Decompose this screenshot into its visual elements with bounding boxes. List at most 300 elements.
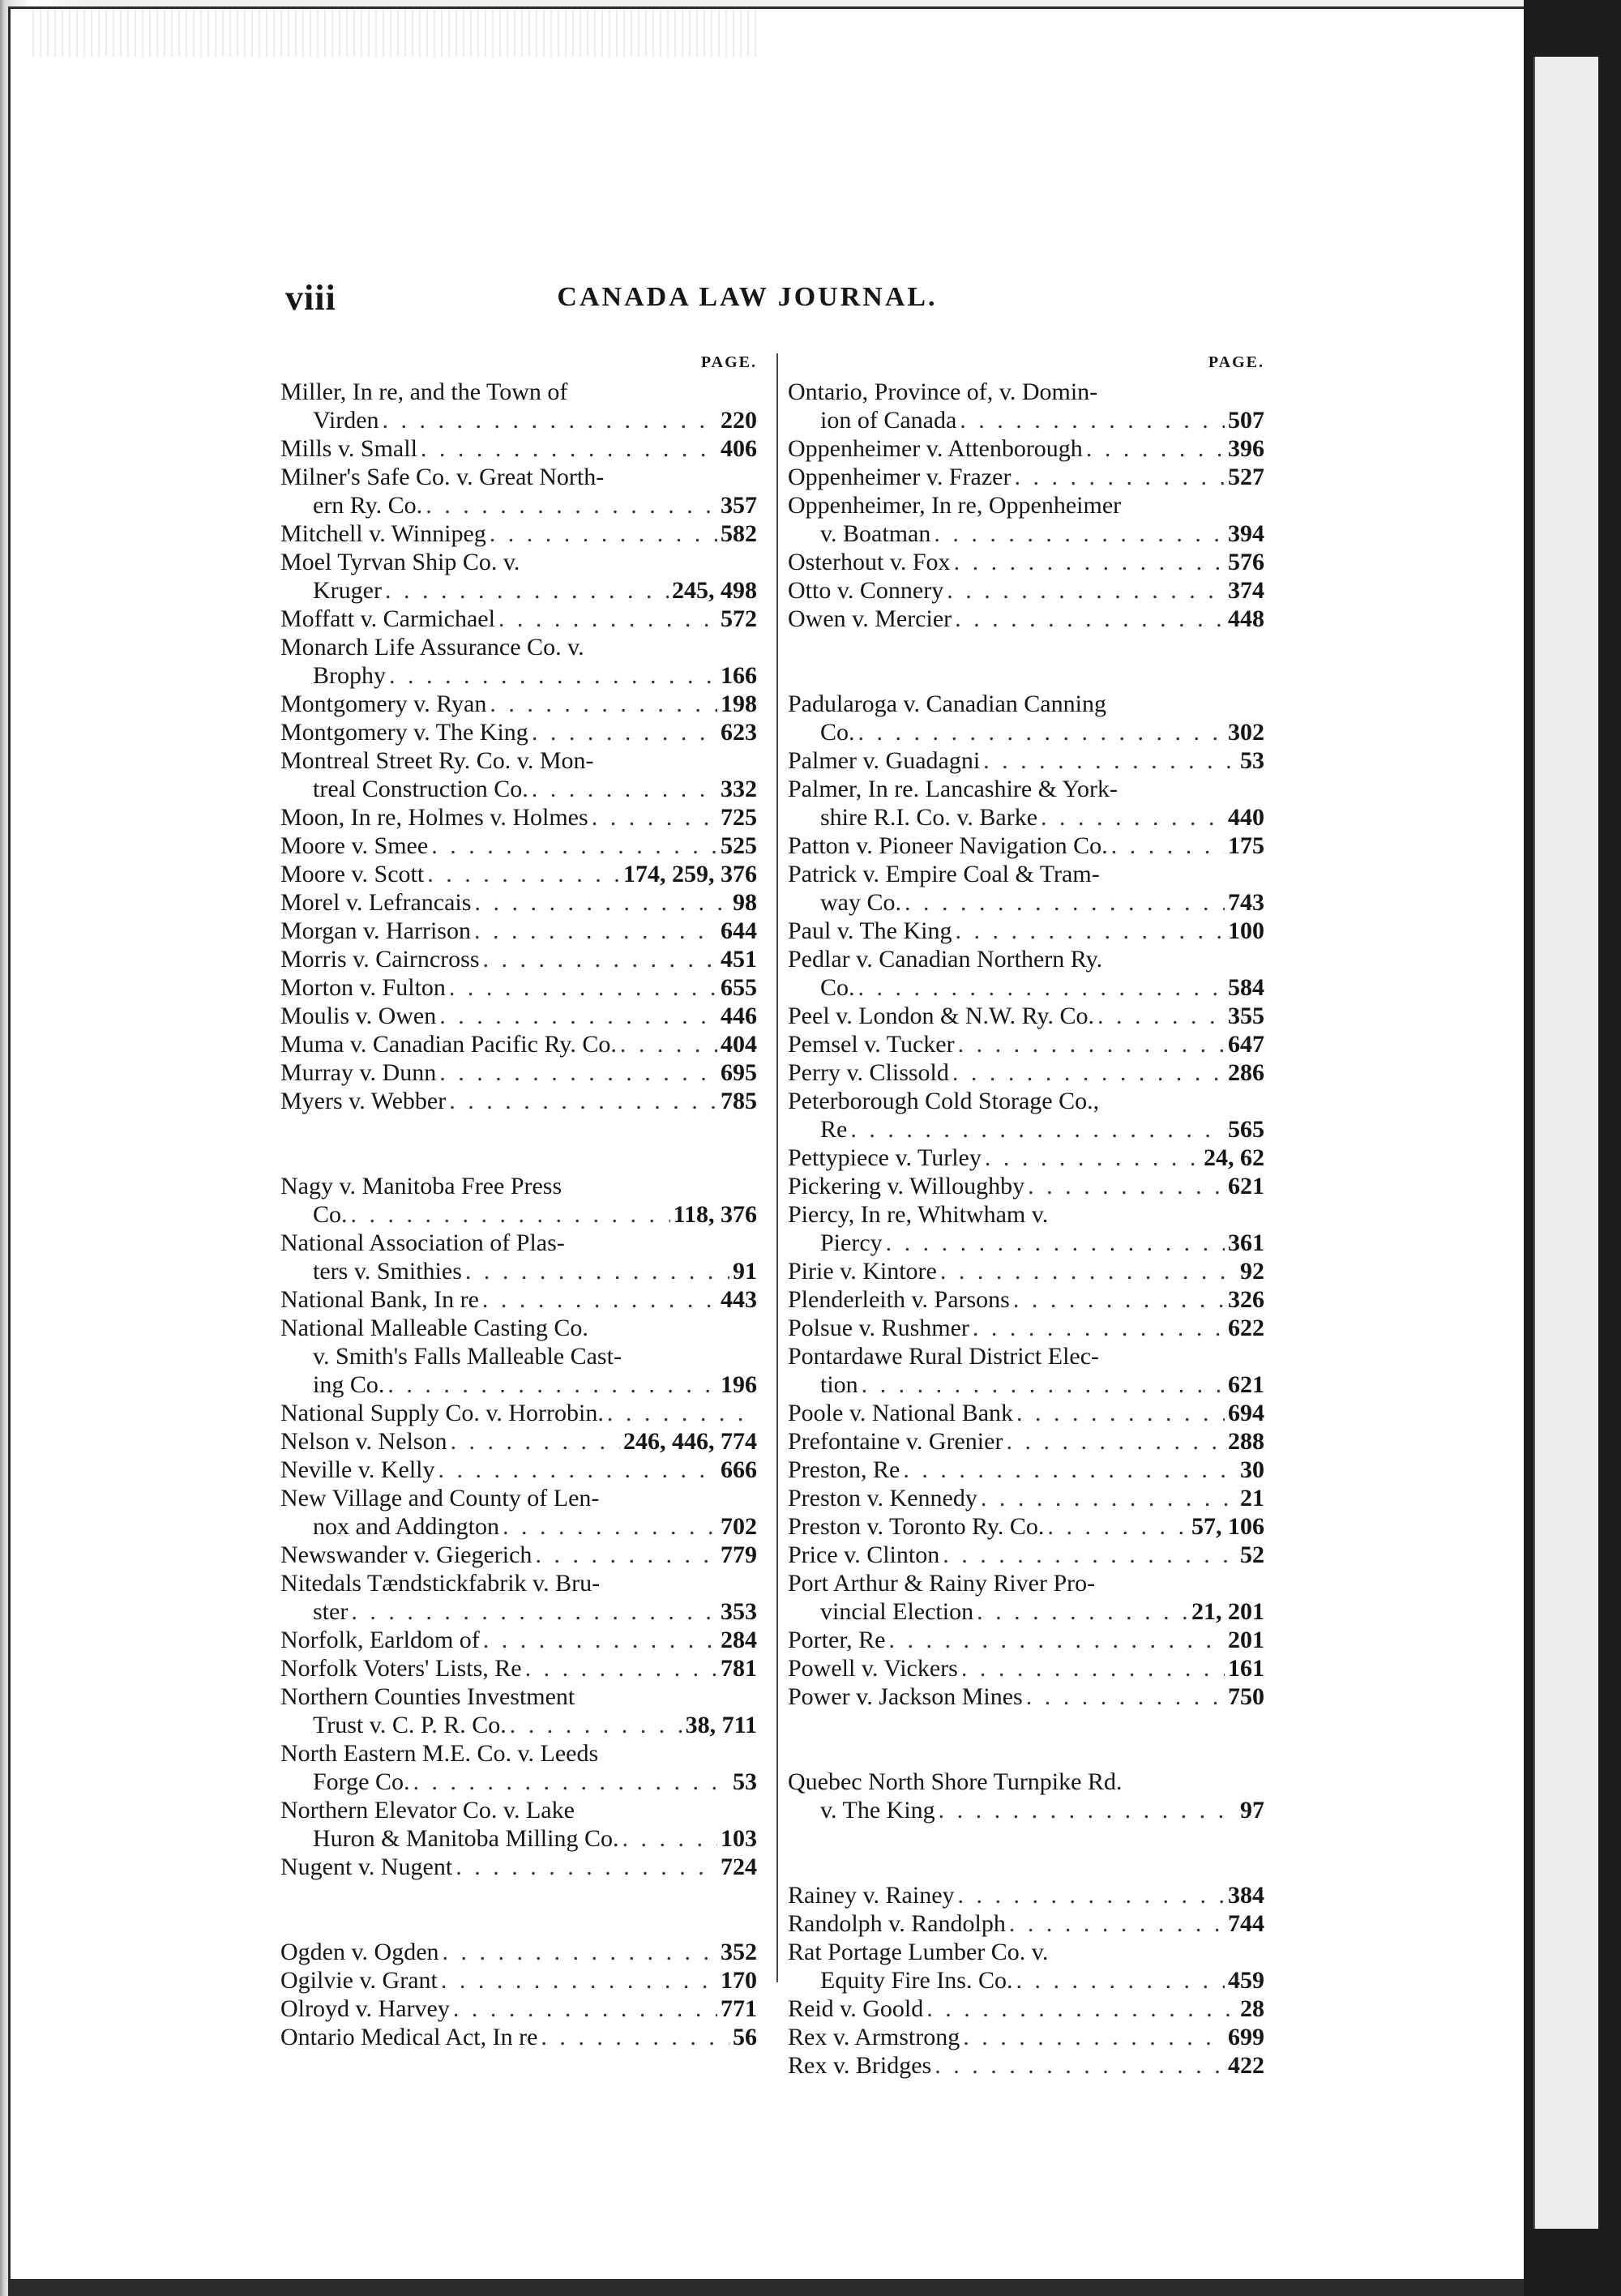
dot-leader: [532, 718, 717, 746]
page-number: 440: [1228, 804, 1264, 831]
dot-leader: [862, 1370, 1225, 1399]
running-header: [285, 277, 1209, 326]
index-column-left: [280, 353, 757, 2051]
index-entry-line: [788, 519, 1264, 548]
index-entry-line: [280, 406, 757, 434]
index-entry-line: [280, 1995, 757, 2023]
index-entry-line: [280, 1597, 757, 1626]
case-name: Moon, In re, Holmes v. Holmes: [280, 804, 588, 831]
index-entry-line: [280, 605, 757, 633]
case-name: Morgan v. Harrison: [280, 917, 471, 944]
dot-leader: [1009, 1909, 1225, 1938]
dot-leader: [351, 1200, 670, 1229]
case-name: ern Ry. Co.: [313, 492, 423, 519]
dot-leader: [940, 1257, 1237, 1285]
index-entry-line: [788, 605, 1264, 633]
page-number: 406: [721, 435, 757, 462]
page-edge-right: [1533, 57, 1598, 2229]
dot-leader: [451, 1427, 620, 1456]
dot-leader: [421, 434, 717, 463]
index-entry-line: [280, 1853, 757, 1881]
page-number: 584: [1228, 974, 1264, 1001]
dot-leader: [905, 888, 1225, 917]
case-name: Mills v. Small: [280, 435, 417, 462]
index-entry-line: [280, 945, 757, 973]
case-name: New Village and County of Len-: [280, 1485, 600, 1511]
page-number: 771: [721, 1995, 757, 2022]
index-entry-line: [280, 1030, 757, 1058]
index-entry-line: [788, 803, 1264, 832]
index-entry-line: [280, 803, 757, 832]
page-number: 52: [1240, 1541, 1264, 1568]
case-name: Otto v. Connery: [788, 577, 944, 604]
case-name: Re: [820, 1116, 848, 1143]
page-number: 97: [1240, 1797, 1264, 1824]
case-name: Northern Elevator Co. v. Lake: [280, 1797, 575, 1824]
index-entry-line: [788, 1512, 1264, 1541]
index-entry-line: [788, 576, 1264, 605]
index-entry-line: [280, 1966, 757, 1995]
case-name: Rat Portage Lumber Co. v.: [788, 1939, 1049, 1965]
page-number: 53: [733, 1768, 757, 1795]
index-entry-line: [788, 1995, 1264, 2023]
dot-leader: [955, 605, 1225, 633]
dot-leader: [413, 1768, 729, 1796]
dot-leader: [1028, 1172, 1225, 1200]
index-entry-line: [788, 1172, 1264, 1200]
case-name: Moulis v. Owen: [280, 1003, 437, 1029]
case-name: Owen v. Mercier: [788, 605, 952, 632]
case-name: Morton v. Fulton: [280, 974, 446, 1001]
case-name: Co.: [820, 719, 855, 746]
page-number: 53: [1240, 747, 1264, 774]
case-name: ters v. Smithies: [313, 1258, 462, 1285]
scan-bottom-edge: [8, 2279, 1524, 2296]
page-number: 118, 376: [673, 1201, 757, 1228]
dot-leader: [981, 1484, 1237, 1512]
dot-leader: [888, 1626, 1225, 1654]
index-entry-line: [788, 1257, 1264, 1285]
index-entry-line: [788, 1285, 1264, 1314]
case-name: Oppenheimer, In re, Oppenheimer: [788, 492, 1122, 519]
case-name: Reid v. Goold: [788, 1995, 924, 2022]
index-entry-line: [280, 1484, 757, 1512]
dot-leader: [1006, 1427, 1225, 1456]
case-name: North Eastern M.E. Co. v. Leeds: [280, 1740, 599, 1767]
case-name: Prefontaine v. Grenier: [788, 1428, 1003, 1455]
index-entry-line: [788, 378, 1264, 406]
page-number: 284: [721, 1627, 757, 1653]
page-number: 38, 711: [685, 1712, 757, 1738]
index-entry-line: [280, 1172, 757, 1200]
dot-leader: [592, 803, 717, 832]
case-name: Peterborough Cold Storage Co.,: [788, 1088, 1100, 1114]
index-entry-line: [280, 973, 757, 1002]
index-entry-line: [280, 1342, 757, 1370]
dot-leader: [935, 2051, 1225, 2080]
index-entry-line: [788, 1058, 1264, 1087]
page-number: 572: [721, 605, 757, 632]
case-name: Ontario Medical Act, In re: [280, 2024, 538, 2050]
page-number: 352: [721, 1939, 757, 1965]
page-number: 699: [1228, 2024, 1264, 2050]
case-name: tion: [820, 1371, 858, 1398]
case-name: Palmer v. Guadagni: [788, 747, 981, 774]
index-entry-line: [280, 378, 757, 406]
case-name: Plenderleith v. Parsons: [788, 1286, 1010, 1313]
index-entry-line: [280, 1370, 757, 1399]
index-entry-line: [280, 1285, 757, 1314]
index-entry-line: [280, 1541, 757, 1569]
page-number: 374: [1228, 577, 1264, 604]
index-entry-line: [280, 1768, 757, 1796]
case-name: Poole v. National Bank: [788, 1400, 1014, 1426]
index-entry-line: [280, 1824, 757, 1853]
dot-leader: [498, 605, 717, 633]
case-name: Mitchell v. Winnipeg: [280, 520, 486, 547]
dot-leader: [490, 690, 717, 718]
dot-leader: [977, 1597, 1188, 1626]
case-name: Forge Co.: [313, 1768, 410, 1795]
index-entry-line: [280, 1512, 757, 1541]
page-number: 655: [721, 974, 757, 1001]
case-name: Monarch Life Assurance Co. v.: [280, 634, 584, 661]
page-number: 644: [721, 917, 757, 944]
page-number: 750: [1228, 1683, 1264, 1710]
case-name: National Malleable Casting Co.: [280, 1315, 588, 1341]
case-name: Porter, Re: [788, 1627, 886, 1653]
index-entry-line: [280, 1229, 757, 1257]
section-gap: [280, 1115, 757, 1172]
dot-leader: [483, 1626, 717, 1654]
page-number: 56: [733, 2024, 757, 2050]
index-entry-line: [788, 1030, 1264, 1058]
index-entry-line: [788, 406, 1264, 434]
index-entry-line: [788, 1682, 1264, 1711]
page-number: 695: [721, 1059, 757, 1086]
index-entry-line: [788, 1314, 1264, 1342]
index-entry-line: [280, 1682, 757, 1711]
case-name: Montgomery v. Ryan: [280, 691, 487, 717]
page-number: 725: [721, 804, 757, 831]
index-entry-line: [788, 1427, 1264, 1456]
dot-leader: [1016, 1399, 1225, 1427]
page-folio: viii: [285, 278, 336, 318]
index-entry-line: [788, 860, 1264, 888]
case-name: Osterhout v. Fox: [788, 549, 951, 575]
index-entry-line: [280, 1399, 757, 1427]
case-name: Morris v. Cairncross: [280, 946, 480, 973]
index-entry-line: [788, 690, 1264, 718]
case-name: Co.: [820, 974, 855, 1001]
index-entry-line: [280, 1087, 757, 1115]
page-number: 361: [1228, 1229, 1264, 1256]
case-name: National Bank, In re: [280, 1286, 479, 1313]
index-entry-line: [788, 1654, 1264, 1682]
page-number: 422: [1228, 2052, 1264, 2079]
case-name: Pemsel v. Tucker: [788, 1031, 955, 1058]
page-number: 355: [1228, 1003, 1264, 1029]
dot-leader: [1086, 434, 1225, 463]
dot-leader: [973, 1314, 1225, 1342]
dot-leader: [1016, 1966, 1225, 1995]
page-number: 525: [721, 832, 757, 859]
case-name: Oppenheimer v. Frazer: [788, 464, 1012, 490]
dot-leader: [1013, 1285, 1225, 1314]
index-entry-line: [280, 1314, 757, 1342]
dot-leader: [456, 1853, 717, 1881]
dot-leader: [438, 1456, 717, 1484]
dot-leader: [525, 1654, 717, 1682]
index-entry-line: [788, 1881, 1264, 1909]
entry-list-right: [788, 378, 1264, 2080]
index-entry-line: [280, 1626, 757, 1654]
page-number: 357: [721, 492, 757, 519]
case-name: Randolph v. Randolph: [788, 1910, 1006, 1937]
case-name: Co.: [313, 1201, 348, 1228]
dot-leader: [449, 1087, 717, 1115]
page-number: 245, 498: [672, 577, 757, 604]
index-entry-line: [280, 718, 757, 746]
page-number: 451: [721, 946, 757, 973]
case-name: Moore v. Smee: [280, 832, 429, 859]
index-entry-line: [788, 945, 1264, 973]
page-number: 565: [1228, 1116, 1264, 1143]
column-divider: [776, 353, 778, 1982]
case-name: ion of Canada: [820, 407, 957, 434]
case-name: Newswander v. Giegerich: [280, 1541, 532, 1568]
index-entry-line: [280, 917, 757, 945]
case-name: nox and Addington: [313, 1513, 499, 1540]
dot-leader: [427, 860, 620, 888]
case-name: Moel Tyrvan Ship Co. v.: [280, 549, 520, 575]
index-entry-line: [788, 1768, 1264, 1796]
page-number: 332: [721, 776, 757, 802]
index-entry-line: [788, 463, 1264, 491]
dot-leader: [607, 1399, 754, 1427]
index-entry-line: [280, 633, 757, 661]
dot-leader: [535, 1541, 717, 1569]
page-number: 443: [721, 1286, 757, 1313]
index-entry-line: [788, 1399, 1264, 1427]
dot-leader: [441, 1966, 717, 1995]
page-number: 286: [1228, 1059, 1264, 1086]
page-number: 201: [1228, 1627, 1264, 1653]
index-entry-line: [280, 1796, 757, 1824]
page-number: 621: [1228, 1371, 1264, 1398]
page-number: 170: [721, 1967, 757, 1994]
page-number: 98: [733, 889, 757, 916]
case-name: Price v. Clinton: [788, 1541, 940, 1568]
section-gap: [788, 633, 1264, 690]
case-name: ing Co.: [313, 1371, 385, 1398]
dot-leader: [858, 718, 1225, 746]
index-entry-line: [788, 917, 1264, 945]
page-number: 24, 62: [1204, 1144, 1264, 1171]
index-entry-line: [788, 2051, 1264, 2080]
page-number: 100: [1228, 917, 1264, 944]
dot-leader: [943, 1541, 1237, 1569]
page-number: 396: [1228, 435, 1264, 462]
case-name: Kruger: [313, 577, 382, 604]
index-entry-line: [788, 1115, 1264, 1144]
dot-leader: [541, 2023, 729, 2051]
case-name: Morel v. Lefrancais: [280, 889, 472, 916]
index-column-right: [788, 353, 1264, 2080]
section-gap: [788, 1824, 1264, 1881]
dot-leader: [1026, 1682, 1225, 1711]
dot-leader: [483, 945, 717, 973]
page-column-heading: PAGE.: [1208, 353, 1264, 371]
index-entry-line: [280, 434, 757, 463]
dot-leader: [1111, 832, 1225, 860]
index-entry-line: [280, 1938, 757, 1966]
page-number: 394: [1228, 520, 1264, 547]
section-gap: [788, 1711, 1264, 1768]
section-gap: [280, 1881, 757, 1938]
index-entry-line: [788, 1966, 1264, 1995]
index-entry-line: [280, 1456, 757, 1484]
scan-noise: [32, 8, 762, 57]
page-number: 91: [733, 1258, 757, 1285]
case-name: Nelson v. Nelson: [280, 1428, 447, 1455]
case-name: Pedlar v. Canadian Northern Ry.: [788, 946, 1103, 973]
case-name: Port Arthur & Rainy River Pro-: [788, 1570, 1096, 1597]
page-number: 779: [721, 1541, 757, 1568]
case-name: Norfolk Voters' Lists, Re: [280, 1655, 522, 1682]
dot-leader: [622, 1824, 718, 1853]
page-number: 582: [721, 520, 757, 547]
case-name: Miller, In re, and the Town of: [280, 378, 568, 405]
index-entry-line: [788, 746, 1264, 775]
page-number: 220: [721, 407, 757, 434]
case-name: ster: [313, 1598, 349, 1625]
journal-title: CANADA LAW JOURNAL.: [557, 282, 938, 312]
page-column-heading: PAGE.: [700, 353, 757, 371]
dot-leader: [958, 1030, 1225, 1058]
dot-leader: [385, 576, 669, 605]
index-entry-line: [280, 463, 757, 491]
case-name: Ogden v. Ogden: [280, 1939, 439, 1965]
index-entry-line: [788, 491, 1264, 519]
case-name: Pettypiece v. Turley: [788, 1144, 982, 1171]
page-number: 288: [1228, 1428, 1264, 1455]
page-number: 21: [1240, 1485, 1264, 1511]
page-number: 161: [1228, 1655, 1264, 1682]
page-number: 353: [721, 1598, 757, 1625]
index-entry-line: [788, 1229, 1264, 1257]
index-entry-line: [788, 434, 1264, 463]
page-number: 384: [1228, 1882, 1264, 1909]
index-entry-line: [788, 775, 1264, 803]
case-name: Pickering v. Willoughby: [788, 1173, 1025, 1199]
page-number: 30: [1240, 1456, 1264, 1483]
dot-leader: [1047, 1512, 1188, 1541]
index-entry-line: [788, 1938, 1264, 1966]
page-number: 326: [1228, 1286, 1264, 1313]
case-name: Preston, Re: [788, 1456, 900, 1483]
dot-leader: [449, 973, 717, 1002]
page-number: 404: [721, 1031, 757, 1058]
dot-leader: [886, 1229, 1225, 1257]
case-name: Rex v. Bridges: [788, 2052, 932, 2079]
page-number: 694: [1228, 1400, 1264, 1426]
case-name: Rex v. Armstrong: [788, 2024, 960, 2050]
page-number: 448: [1228, 605, 1264, 632]
index-entry-line: [280, 1257, 757, 1285]
case-name: Neville v. Kelly: [280, 1456, 435, 1483]
index-entry-line: [280, 1739, 757, 1768]
index-entry-line: [788, 1002, 1264, 1030]
dot-leader: [431, 832, 717, 860]
case-name: Murray v. Dunn: [280, 1059, 437, 1086]
index-entry-line: [788, 1087, 1264, 1115]
case-name: treal Construction Co.: [313, 776, 528, 802]
case-name: v. Smith's Falls Malleable Cast-: [313, 1343, 622, 1370]
dot-leader: [532, 775, 717, 803]
case-name: Piercy, In re, Whitwham v.: [788, 1201, 1049, 1228]
dot-leader: [961, 1654, 1225, 1682]
index-entry-line: [788, 718, 1264, 746]
index-entry-line: [788, 1626, 1264, 1654]
case-name: shire R.I. Co. v. Barke: [820, 804, 1038, 831]
page-sheet: [8, 6, 1526, 2290]
dot-leader: [985, 1144, 1200, 1172]
case-name: Olroyd v. Harvey: [280, 1995, 450, 2022]
dot-leader: [960, 406, 1225, 434]
index-entry-line: [788, 2023, 1264, 2051]
page-number: 166: [721, 662, 757, 689]
case-name: Northern Counties Investment: [280, 1683, 575, 1710]
case-name: Piercy: [820, 1229, 883, 1256]
case-name: vincial Election: [820, 1598, 974, 1625]
dot-leader: [453, 1995, 717, 2023]
case-name: Myers v. Webber: [280, 1088, 447, 1114]
case-name: Pirie v. Kintore: [788, 1258, 937, 1285]
case-name: Peel v. London & N.W. Ry. Co.: [788, 1003, 1094, 1029]
dot-leader: [474, 917, 717, 945]
case-name: Nagy v. Manitoba Free Press: [280, 1173, 562, 1199]
page-number: 621: [1228, 1173, 1264, 1199]
case-name: Muma v. Canadian Pacific Ry. Co.: [280, 1031, 617, 1058]
dot-leader: [510, 1711, 682, 1739]
dot-leader: [858, 973, 1225, 1002]
dot-leader: [1097, 1002, 1225, 1030]
index-entry-line: [788, 1370, 1264, 1399]
case-name: Nitedals Tændstickfabrik v. Bru-: [280, 1570, 601, 1597]
dot-leader: [947, 576, 1225, 605]
page-number: 174, 259, 376: [623, 861, 757, 887]
dot-leader: [465, 1257, 729, 1285]
index-entry-line: [788, 832, 1264, 860]
case-name: v. The King: [820, 1797, 935, 1824]
case-name: Preston v. Kennedy: [788, 1485, 977, 1511]
index-entry-line: [280, 1427, 757, 1456]
dot-leader: [983, 746, 1237, 775]
index-entry-line: [788, 1909, 1264, 1938]
case-name: National Supply Co. v. Horrobin.: [280, 1400, 604, 1426]
case-name: Polsue v. Rushmer: [788, 1315, 969, 1341]
index-entry-line: [280, 548, 757, 576]
dot-leader: [620, 1030, 717, 1058]
index-entry-line: [788, 1200, 1264, 1229]
page-number: 103: [721, 1825, 757, 1852]
page-number: 622: [1228, 1315, 1264, 1341]
case-name: Brophy: [313, 662, 386, 689]
page-number: 446: [721, 1003, 757, 1029]
index-entry-line: [280, 576, 757, 605]
page-number: 623: [721, 719, 757, 746]
